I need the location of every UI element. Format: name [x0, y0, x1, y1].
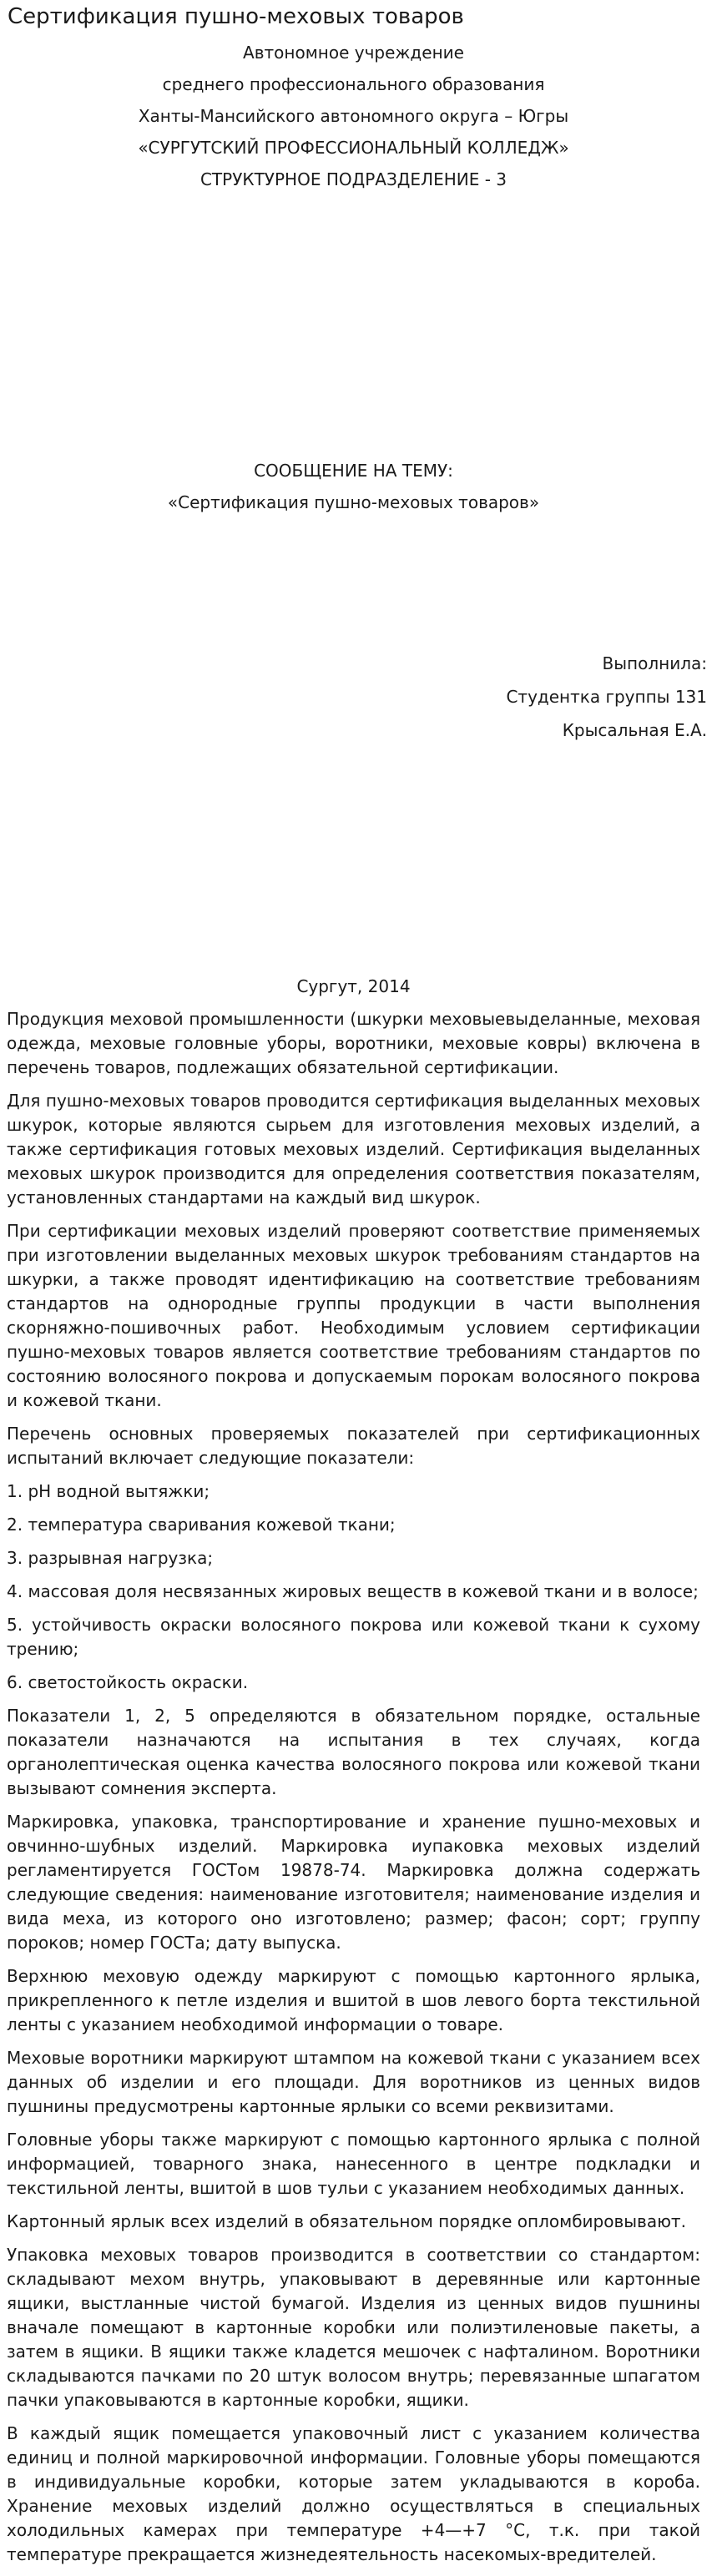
page-title: Сертификация пушно-меховых товаров	[8, 4, 464, 29]
institution-line: Ханты-Мансийского автономного округа – Югры	[138, 106, 569, 126]
topic-title: «Сертификация пушно-меховых товаров»	[167, 492, 540, 512]
paragraph: Верхнюю меховую одежду маркируют с помощью картонного ярлыка, прикрепленного к петле изделия и вшитой в шов левого борта текстильной ленты с указанием необходимой информации о товаре.	[7, 1966, 700, 2034]
paragraph: Упаковка меховых товаров производится в соответствии со стандартом: складывают мехом внутрь, упаковывают в деревянные или картонные ящики, выстланные чистой бумагой. Изделия из ценных видов пушнины вначале помещают в картонные коробки или полиэтиленовые пакеты, а затем в ящики. В ящики также кладется мешочек с нафталином. Воротники складываются пачками по 20 штук волосом внутрь; перевязанные шпагатом пачки упаковываются в картонные коробки, ящики.	[7, 2245, 700, 2410]
paragraph: В каждый ящик помещается упаковочный лист с указанием количества единиц и полной маркировочной информации. Головные уборы помещаются в индивидуальные коробки, которые затем укладываются в короба. Хранение меховых изделий должно осуществляться в специальных холодильных камерах при температуре +4—+7 °С, т.к. при такой температуре прекращается жизнедеятельность насекомых-вредителей.	[7, 2423, 700, 2564]
document-body	[7, 1007, 700, 2576]
institution-header	[0, 37, 707, 195]
paragraph: При сертификации меховых изделий проверяют соответствие применяемых при изготовлении выделанных меховых шкурок требованиям стандартов на шкурки, а также проводят идентификацию на соответствие требованиям стандартов на однородные группы продукции в части выполнения скорняжно-пошивочных работ. Необходимым условием сертификации пушно-меховых товаров является соответствие требованиям стандартов по состоянию волосяного покрова и допускаемым порокам волосяного покрова и кожевой ткани.	[7, 1221, 700, 1410]
paragraph: Показатели 1, 2, 5 определяются в обязательном порядке, остальные показатели назначаются на испытания в тех случаях, когда органолептическая оценка качества волосяного покрова или кожевой ткани вызывают сомнения эксперта.	[7, 1706, 700, 1798]
list-item: 1. рН водной вытяжки;	[7, 1481, 210, 1501]
paragraph: Головные уборы также маркируют с помощью картонного ярлыка с полной информацией, товарного знака, нанесенного в центре подкладки и текстильной ленты, вшитой в шов тульи с указанием необходимых данных.	[7, 2130, 700, 2198]
topic-heading: СООБЩЕНИЕ НА ТЕМУ:	[254, 461, 453, 481]
paragraph: Маркировка, упаковка, транспортирование и хранение пушно-меховых и овчинно-шубных изделий. Маркировка иупаковка меховых изделий регламентируется ГОСТом 19878-74. Маркировка должна содержать следующие сведения: наименование изготовителя; наименование изделия и вида меха, из которого оно изготовлено; размер; фасон; сорт; группу пороков; номер ГОСТа; дату выпуска.	[7, 1812, 700, 1953]
author-line: Выполнила:	[602, 653, 707, 673]
city-year: Сургут, 2014	[296, 976, 411, 996]
institution-line: СТРУКТУРНОЕ ПОДРАЗДЕЛЕНИЕ - 3	[199, 169, 508, 189]
list-item: 5. устойчивость окраски волосяного покрова или кожевой ткани к сухому трению;	[7, 1615, 700, 1659]
institution-line: «СУРГУТСКИЙ ПРОФЕССИОНАЛЬНЫЙ КОЛЛЕДЖ»	[138, 138, 569, 158]
institution-line: среднего профессионального образования	[162, 74, 545, 94]
author-line: Крысальная Е.А.	[562, 720, 707, 740]
paragraph: Продукция меховой промышленности (шкурки меховыевыделанные, меховая одежда, меховые головные уборы, воротники, меховые ковры) включена в перечень товаров, подлежащих обязательной сертификации.	[7, 1009, 700, 1077]
paragraph: Для пушно-меховых товаров проводится сертификация выделанных меховых шкурок, которые являются сырьем для изготовления меховых изделий, а также сертификация готовых меховых изделий. Сертификация выделанных меховых шкурок производится для определения соответствия показателям, установленных стандартами на каждый вид шкурок.	[7, 1091, 700, 1207]
paragraph: Перечень основных проверяемых показателей при сертификационных испытаний включает следующие показатели:	[7, 1424, 700, 1468]
author-line: Студентка группы 131	[506, 687, 707, 707]
list-item: 4. массовая доля несвязанных жировых веществ в кожевой ткани и в волосе;	[7, 1581, 699, 1601]
institution-line: Автономное учреждение	[243, 43, 464, 63]
list-item: 6. светостойкость окраски.	[7, 1672, 249, 1692]
list-item: 3. разрывная нагрузка;	[7, 1548, 214, 1568]
paragraph: Картонный ярлык всех изделий в обязательном порядке опломбировывают.	[7, 2211, 686, 2231]
list-item: 2. температура сваривания кожевой ткани;	[7, 1515, 396, 1535]
paragraph: Меховые воротники маркируют штампом на кожевой ткани с указанием всех данных об изделии и его площади. Для воротников из ценных видов пушнины предусмотрены картонные ярлыки со всеми реквизитами.	[7, 2048, 700, 2116]
author-block	[8, 647, 707, 747]
